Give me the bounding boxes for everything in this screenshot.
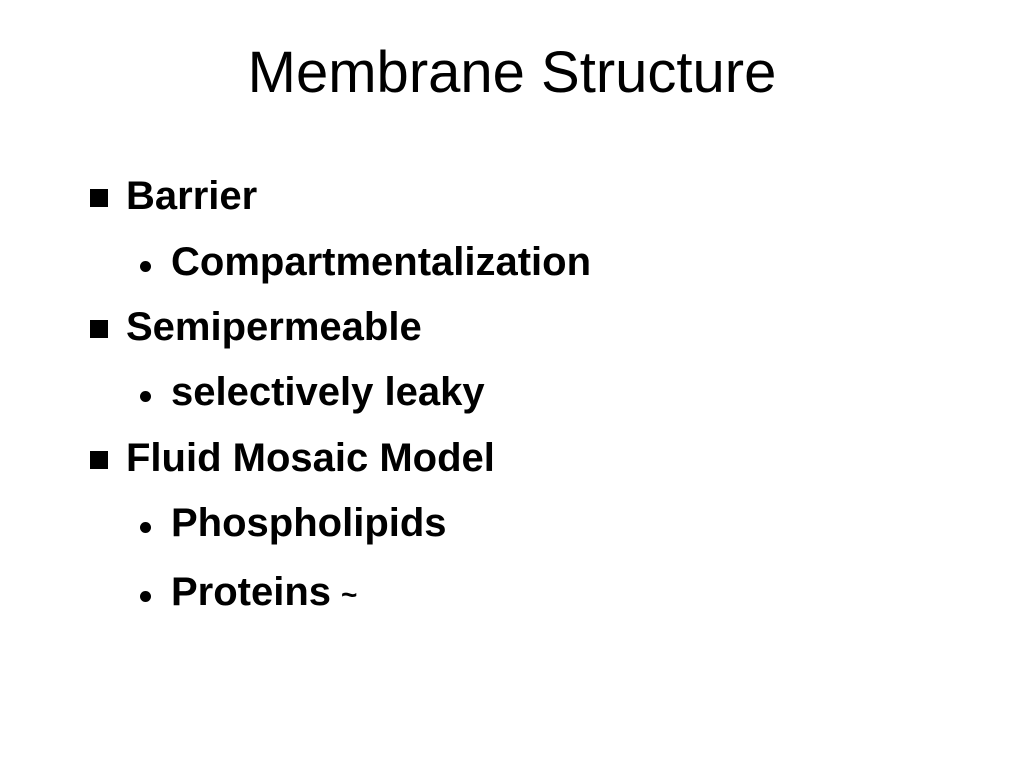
bullet-semipermeable	[90, 303, 422, 351]
subbullet-text: Proteins	[171, 570, 332, 614]
subbullet-selectively-leaky	[140, 368, 485, 416]
bullet-text: Semipermeable	[126, 305, 422, 349]
subbullet-text: Compartmentalization	[171, 240, 592, 284]
dot-bullet-icon	[140, 591, 151, 602]
dot-bullet-icon	[140, 522, 151, 533]
slide-title: Membrane Structure	[247, 40, 777, 105]
subbullet-compartmentalization	[140, 238, 591, 286]
subbullet-text: selectively leaky	[171, 370, 485, 414]
trailing-tilde-mark: ~	[341, 579, 358, 610]
square-bullet-icon	[90, 189, 108, 207]
subbullet-proteins	[140, 565, 357, 619]
dot-bullet-icon	[140, 261, 151, 272]
bullet-text: Barrier	[126, 174, 258, 218]
dot-bullet-icon	[140, 391, 151, 402]
subbullet-phospholipids	[140, 499, 447, 547]
subbullet-text: Phospholipids	[171, 501, 447, 545]
square-bullet-icon	[90, 451, 108, 469]
bullet-fluid-mosaic-model	[90, 434, 495, 482]
bullet-text: Fluid Mosaic Model	[126, 436, 495, 480]
bullet-barrier	[90, 172, 257, 220]
square-bullet-icon	[90, 320, 108, 338]
